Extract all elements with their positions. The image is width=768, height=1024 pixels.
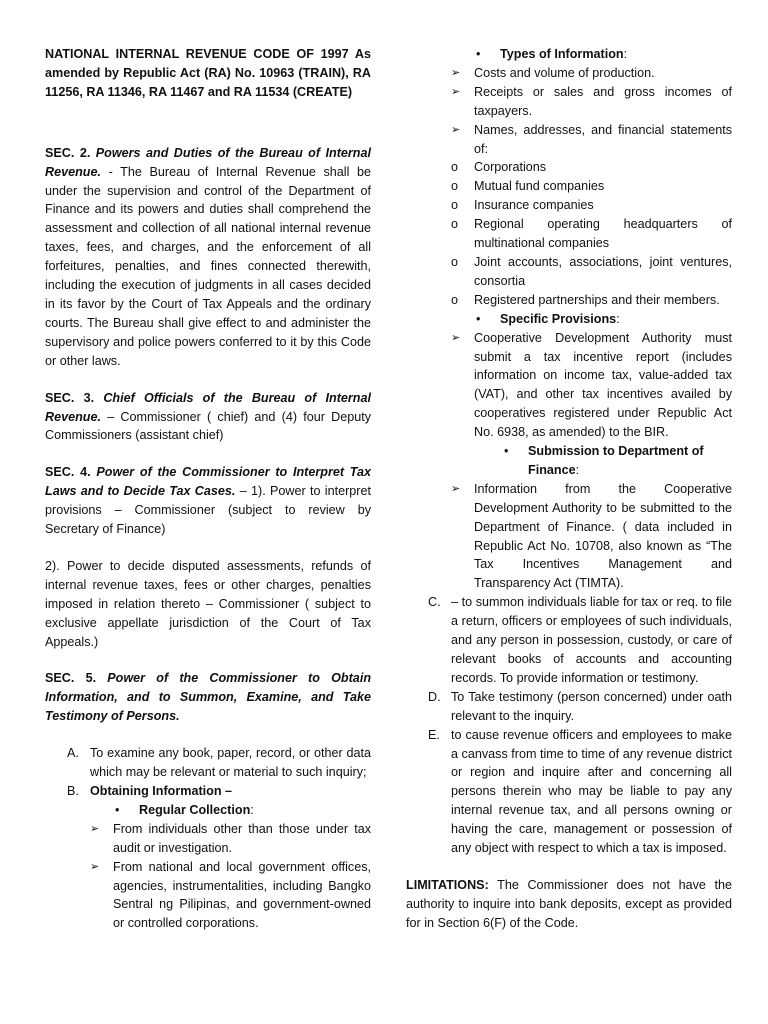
list-item-text: Insurance companies <box>474 198 594 213</box>
list-item <box>90 858 371 934</box>
section-5-title: Power of the Commissioner to Obtain Information, and to Summon, Examine, and Take Testimony of Persons. <box>45 671 372 724</box>
list-item-text: To examine any book, paper, record, or other data which may be relevant or material to such inquiry; <box>90 746 371 780</box>
section-4-label: SEC. 4. <box>45 465 91 480</box>
circle-bullet-icon: o <box>451 179 459 194</box>
section-4-paragraph-2: 2). Power to decide disputed assessments, refunds of internal revenue taxes, fees or other charges, penalties imposed in relation thereto – Commissioner ( subject to exclusive appellate jurisdiction of the Court of Tax Appeals.) <box>45 558 371 649</box>
regular-collection-heading <box>115 801 371 820</box>
list-item-text: to cause revenue officers and employees to make a canvass from time to time of any revenue district or region and inquire after and concerning all persons therein who may be liable to pay any internal revenue tax, and all persons owning or having the care, management or possession of any object with respect to which a tax is imposed. <box>451 727 732 856</box>
list-item-text: Information from the Cooperative Development Authority to be submitted to the Department of Finance. ( data included in Republic Act No. 10708, also known as “The Tax Incentives Management and Transparency Act (TIMTA). <box>474 481 732 591</box>
section-3-title: Chief Officials of the Bureau of Internal Revenue. <box>45 390 372 424</box>
list-item-d <box>428 688 732 726</box>
section-2-body: - The Bureau of Internal Revenue shall be under the supervision and control of the Department of Finance and its powers and duties shall comprehend the assessment and collection of all national internal revenue taxes, fees, and charges, and the enforcement of all forfeitures, penalties, and fines connected therewith, including the execution of judgments in all cases decided in its favor by the Court of Tax Appeals and the ordinary courts. The Bureau shall give effect to and administer the supervisory and police powers conferred to it by this Code or other laws. <box>45 164 371 368</box>
circle-bullet-icon: o <box>451 254 459 269</box>
list-marker: C. <box>428 595 441 610</box>
types-of-information-heading <box>476 45 732 64</box>
list-item-text: To Take testimony (person concerned) under oath relevant to the inquiry. <box>451 689 732 723</box>
limitations-paragraph <box>406 876 732 933</box>
document-title: NATIONAL INTERNAL REVENUE CODE OF 1997 As amended by Republic Act (RA) No. 10963 (TRAIN), RA 11256, RA 11346, RA 11467 and RA 11534 (CREATE) <box>45 47 371 99</box>
limitations-body: The Commissioner does not have the authority to inquire into bank deposits, except as provided for in Section 6(F) of the Code. <box>406 877 732 930</box>
arrow-bullet-icon: ➢ <box>451 123 461 136</box>
list-item-text: Names, addresses, and financial statements of: <box>474 122 732 156</box>
section-4-title: Power of the Commissioner to Interpret Tax Laws and to Decide Tax Cases. <box>45 465 372 499</box>
list-item <box>451 291 732 310</box>
section-3 <box>45 389 371 446</box>
limitations-label: LIMITATIONS: <box>406 877 489 892</box>
list-marker: A. <box>67 746 79 761</box>
heading-wrap <box>500 45 627 64</box>
circle-bullet-icon: o <box>451 198 459 213</box>
list-item-text: Joint accounts, associations, joint ventures, consortia <box>474 254 732 288</box>
section-2 <box>45 144 371 371</box>
arrow-bullet-icon: ➢ <box>451 331 461 344</box>
list-item-text: – to summon individuals liable for tax or req. to file a return, officers or employees of such individuals, and any person in possession, custody, or care of relevant books of accounts and accounting records. To provide information or testimony. <box>451 595 732 685</box>
section-2-title: Powers and Duties of the Bureau of Internal Revenue. <box>45 145 371 179</box>
list-item-text: Corporations <box>474 160 547 175</box>
list-item-a <box>67 744 371 782</box>
heading-suffix: : <box>575 462 580 477</box>
list-marker: D. <box>428 689 441 704</box>
bullet-icon: • <box>476 311 481 326</box>
heading-text: Regular Collection <box>139 802 251 817</box>
section-5-label: SEC. 5. <box>45 671 97 686</box>
list-item-c <box>428 593 732 688</box>
list-item <box>451 480 732 593</box>
section-5 <box>45 669 371 726</box>
list-item <box>451 64 732 83</box>
list-item <box>451 177 732 196</box>
arrow-bullet-icon: ➢ <box>451 66 461 79</box>
list-item <box>451 196 732 215</box>
list-item-text: Obtaining Information – <box>90 784 233 798</box>
list-item-text: Mutual fund companies <box>474 179 605 194</box>
list-marker: B. <box>67 784 79 798</box>
section-4-body: – 1). Power to interpret provisions – Commissioner (subject to review by Secretary of Finance) <box>45 484 371 537</box>
heading-text: Specific Provisions <box>500 311 617 326</box>
list-item <box>451 158 732 177</box>
list-item <box>451 215 732 253</box>
specific-provisions-heading <box>476 310 732 329</box>
section-2-label: SEC. 2. <box>45 145 91 160</box>
list-item <box>451 253 732 291</box>
heading-text: Types of Information <box>500 47 624 61</box>
list-item-e <box>428 726 732 858</box>
circle-bullet-icon: o <box>451 217 459 232</box>
circle-bullet-icon: o <box>451 292 459 307</box>
submission-heading <box>504 442 732 480</box>
arrow-bullet-icon: ➢ <box>90 860 100 873</box>
list-item-text: From national and local government offices, agencies, instrumentalities, including Bangko Sentral ng Pilipinas, and government-owned or controlled corporations. <box>113 859 371 931</box>
right-column <box>406 45 732 933</box>
bullet-icon: • <box>476 47 481 61</box>
section-3-label: SEC. 3. <box>45 390 95 405</box>
list-marker: E. <box>428 727 440 742</box>
arrow-bullet-icon: ➢ <box>90 822 100 835</box>
arrow-bullet-icon: ➢ <box>451 482 461 495</box>
heading-wrap <box>500 310 620 329</box>
list-item-text: Regional operating headquarters of multinational companies <box>474 217 732 251</box>
heading-suffix: : <box>623 47 628 61</box>
list-item-b <box>67 782 371 801</box>
list-item <box>90 820 371 858</box>
heading-wrap <box>528 442 732 480</box>
list-item <box>451 329 732 442</box>
section-3-body: – Commissioner ( chief) and (4) four Deputy Commissioners (assistant chief) <box>45 409 371 443</box>
list-item-text: Receipts or sales and gross incomes of taxpayers. <box>474 84 732 118</box>
list-item-text: From individuals other than those under tax audit or investigation. <box>113 821 371 855</box>
bullet-icon: • <box>504 444 509 459</box>
list-item-text: Cooperative Development Authority must submit a tax incentive report (includes information on income tax, value-added tax (VAT), and other tax incentives availed by cooperatives registered under Republic Act No. 6938, as amended) to the BIR. <box>474 330 732 440</box>
heading-text: Submission to Department of Finance <box>528 444 704 477</box>
heading-suffix: : <box>250 802 254 817</box>
bullet-icon: • <box>115 802 120 817</box>
section-4 <box>45 463 371 539</box>
heading-wrap <box>139 801 254 820</box>
list-item-text: Registered partnerships and their members. <box>474 292 720 307</box>
list-item <box>451 121 732 159</box>
list-item-text: Costs and volume of production. <box>474 65 655 80</box>
circle-bullet-icon: o <box>451 160 459 175</box>
heading-suffix: : <box>616 311 620 326</box>
arrow-bullet-icon: ➢ <box>451 85 461 98</box>
list-item <box>451 83 732 121</box>
left-column <box>45 45 371 933</box>
